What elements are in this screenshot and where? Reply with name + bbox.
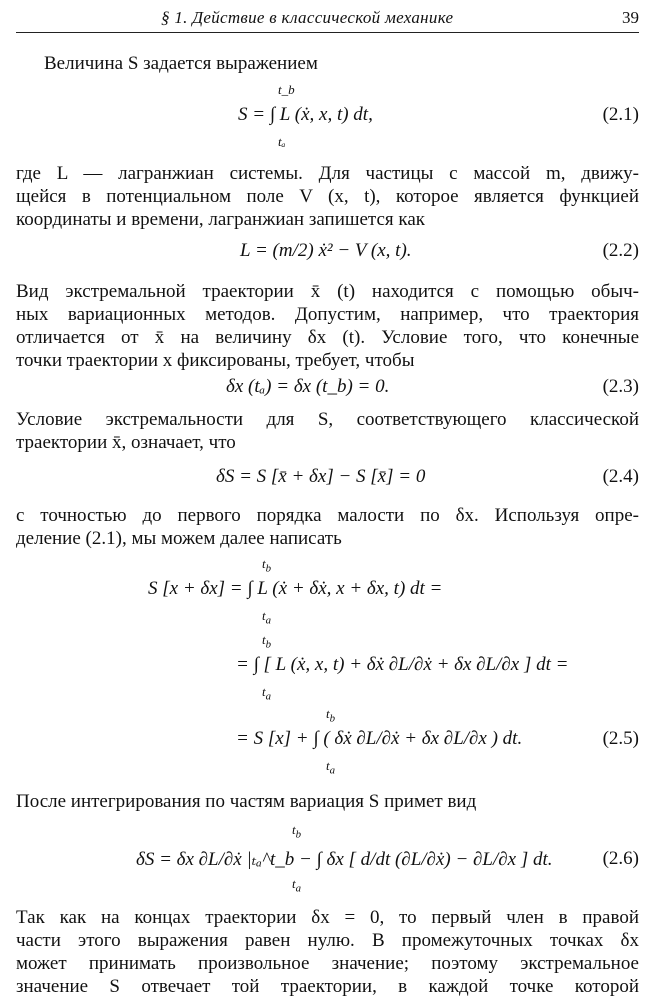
text-line: может принимать произвольное значение; поэтому экстремальное xyxy=(16,953,639,974)
lower-limit-1: $t_a$ xyxy=(262,608,272,627)
equation-2-5 xyxy=(16,556,639,776)
text-line: отличается от x̄ на величину δx (t). Условие того, что конечные xyxy=(16,327,639,348)
paragraph-2 xyxy=(16,162,639,231)
equation-number: (2.4) xyxy=(602,466,639,487)
paragraph-7 xyxy=(16,906,639,998)
text-line: значение S отвечает той траектории, в каждой точке которой xyxy=(16,976,639,997)
lower-limit: tₐ xyxy=(278,134,286,149)
equation-2-6 xyxy=(16,822,639,898)
upper-limit: t_b xyxy=(278,82,295,97)
page-number: 39 xyxy=(622,8,639,27)
equation-number: (2.3) xyxy=(602,376,639,397)
paragraph-5 xyxy=(16,504,639,550)
equation-number: (2.5) xyxy=(602,728,639,749)
paragraph-1 xyxy=(16,52,639,75)
equation-body: δS = S [x̄ + δx] − S [x̄] = 0 xyxy=(216,466,426,487)
upper-limit-1: $t_b$ xyxy=(262,556,272,575)
text-line: щейся в потенциальном поле V (x, t), которое является функцией xyxy=(16,186,639,207)
text-line: деление (2.1), мы можем далее написать xyxy=(16,528,342,549)
text-line: траектории x̄, означает, что xyxy=(16,432,236,453)
text-line: Так как на концах траектории δx = 0, то первый член в правой xyxy=(16,907,639,928)
paragraph-6 xyxy=(16,790,639,813)
equation-2-1 xyxy=(16,82,639,152)
upper-limit-2: $t_b$ xyxy=(262,632,272,651)
text-line: ных вариационных методов. Допустим, например, что траектория xyxy=(16,304,639,325)
text-line: Величина S задается выражением xyxy=(44,53,318,74)
equation-line-3: = S [x] + ∫ ( δẋ ∂L/∂ẋ + δx ∂L/∂x ) dt. xyxy=(236,728,523,749)
upper-limit: $t_b$ xyxy=(292,822,302,841)
lower-limit: $t_a$ xyxy=(292,876,302,895)
equation-2-3 xyxy=(16,376,639,404)
equation-number: (2.6) xyxy=(602,848,639,869)
equation-body: δS = δx ∂L/∂ẋ |ₜₐ^t_b − ∫ δx [ d/dt (∂L/∂ẋ) − ∂L/∂x ] dt. xyxy=(136,849,553,870)
text-line: где L — лагранжиан системы. Для частицы с массой m, движу- xyxy=(16,163,639,184)
lower-limit-3: $t_a$ xyxy=(326,758,336,777)
text-line: После интегрирования по частям вариация S примет вид xyxy=(16,791,477,812)
upper-limit-3: $t_b$ xyxy=(326,706,336,725)
equation-body: S = ∫ L (ẋ, x, t) dt, xyxy=(238,104,373,125)
equation-number: (2.1) xyxy=(602,104,639,125)
equation-line-1: S [x + δx] = ∫ L (ẋ + δẋ, x + δx, t) dt = xyxy=(148,578,443,599)
lower-limit-2: $t_a$ xyxy=(262,684,272,703)
text-line: координаты и времени, лагранжиан запишется как xyxy=(16,209,426,230)
text-line: точки траектории x фиксированы, требует, чтобы xyxy=(16,350,415,371)
running-header xyxy=(16,6,639,33)
text-line: Условие экстремальности для S, соответствующего классической xyxy=(16,409,639,430)
text-line: с точностью до первого порядка малости по δx. Используя опре- xyxy=(16,505,639,526)
header-title: § 1. Действие в классической механике xyxy=(161,8,454,27)
equation-2-4 xyxy=(16,466,639,494)
equation-number: (2.2) xyxy=(602,240,639,261)
equation-body: L = (m/2) ẋ² − V (x, t). xyxy=(240,240,412,261)
equation-body: δx (tₐ) = δx (t_b) = 0. xyxy=(226,376,390,397)
equation-2-2 xyxy=(16,236,639,276)
paragraph-4 xyxy=(16,408,639,454)
paragraph-3 xyxy=(16,280,639,372)
text-line: части этого выражения равен нулю. В промежуточных точках δx xyxy=(16,930,639,951)
text-line: Вид экстремальной траектории x̄ (t) находится с помощью обыч- xyxy=(16,281,639,302)
equation-line-2: = ∫ [ L (ẋ, x, t) + δẋ ∂L/∂ẋ + δx ∂L/∂x ] dt = xyxy=(236,654,569,675)
